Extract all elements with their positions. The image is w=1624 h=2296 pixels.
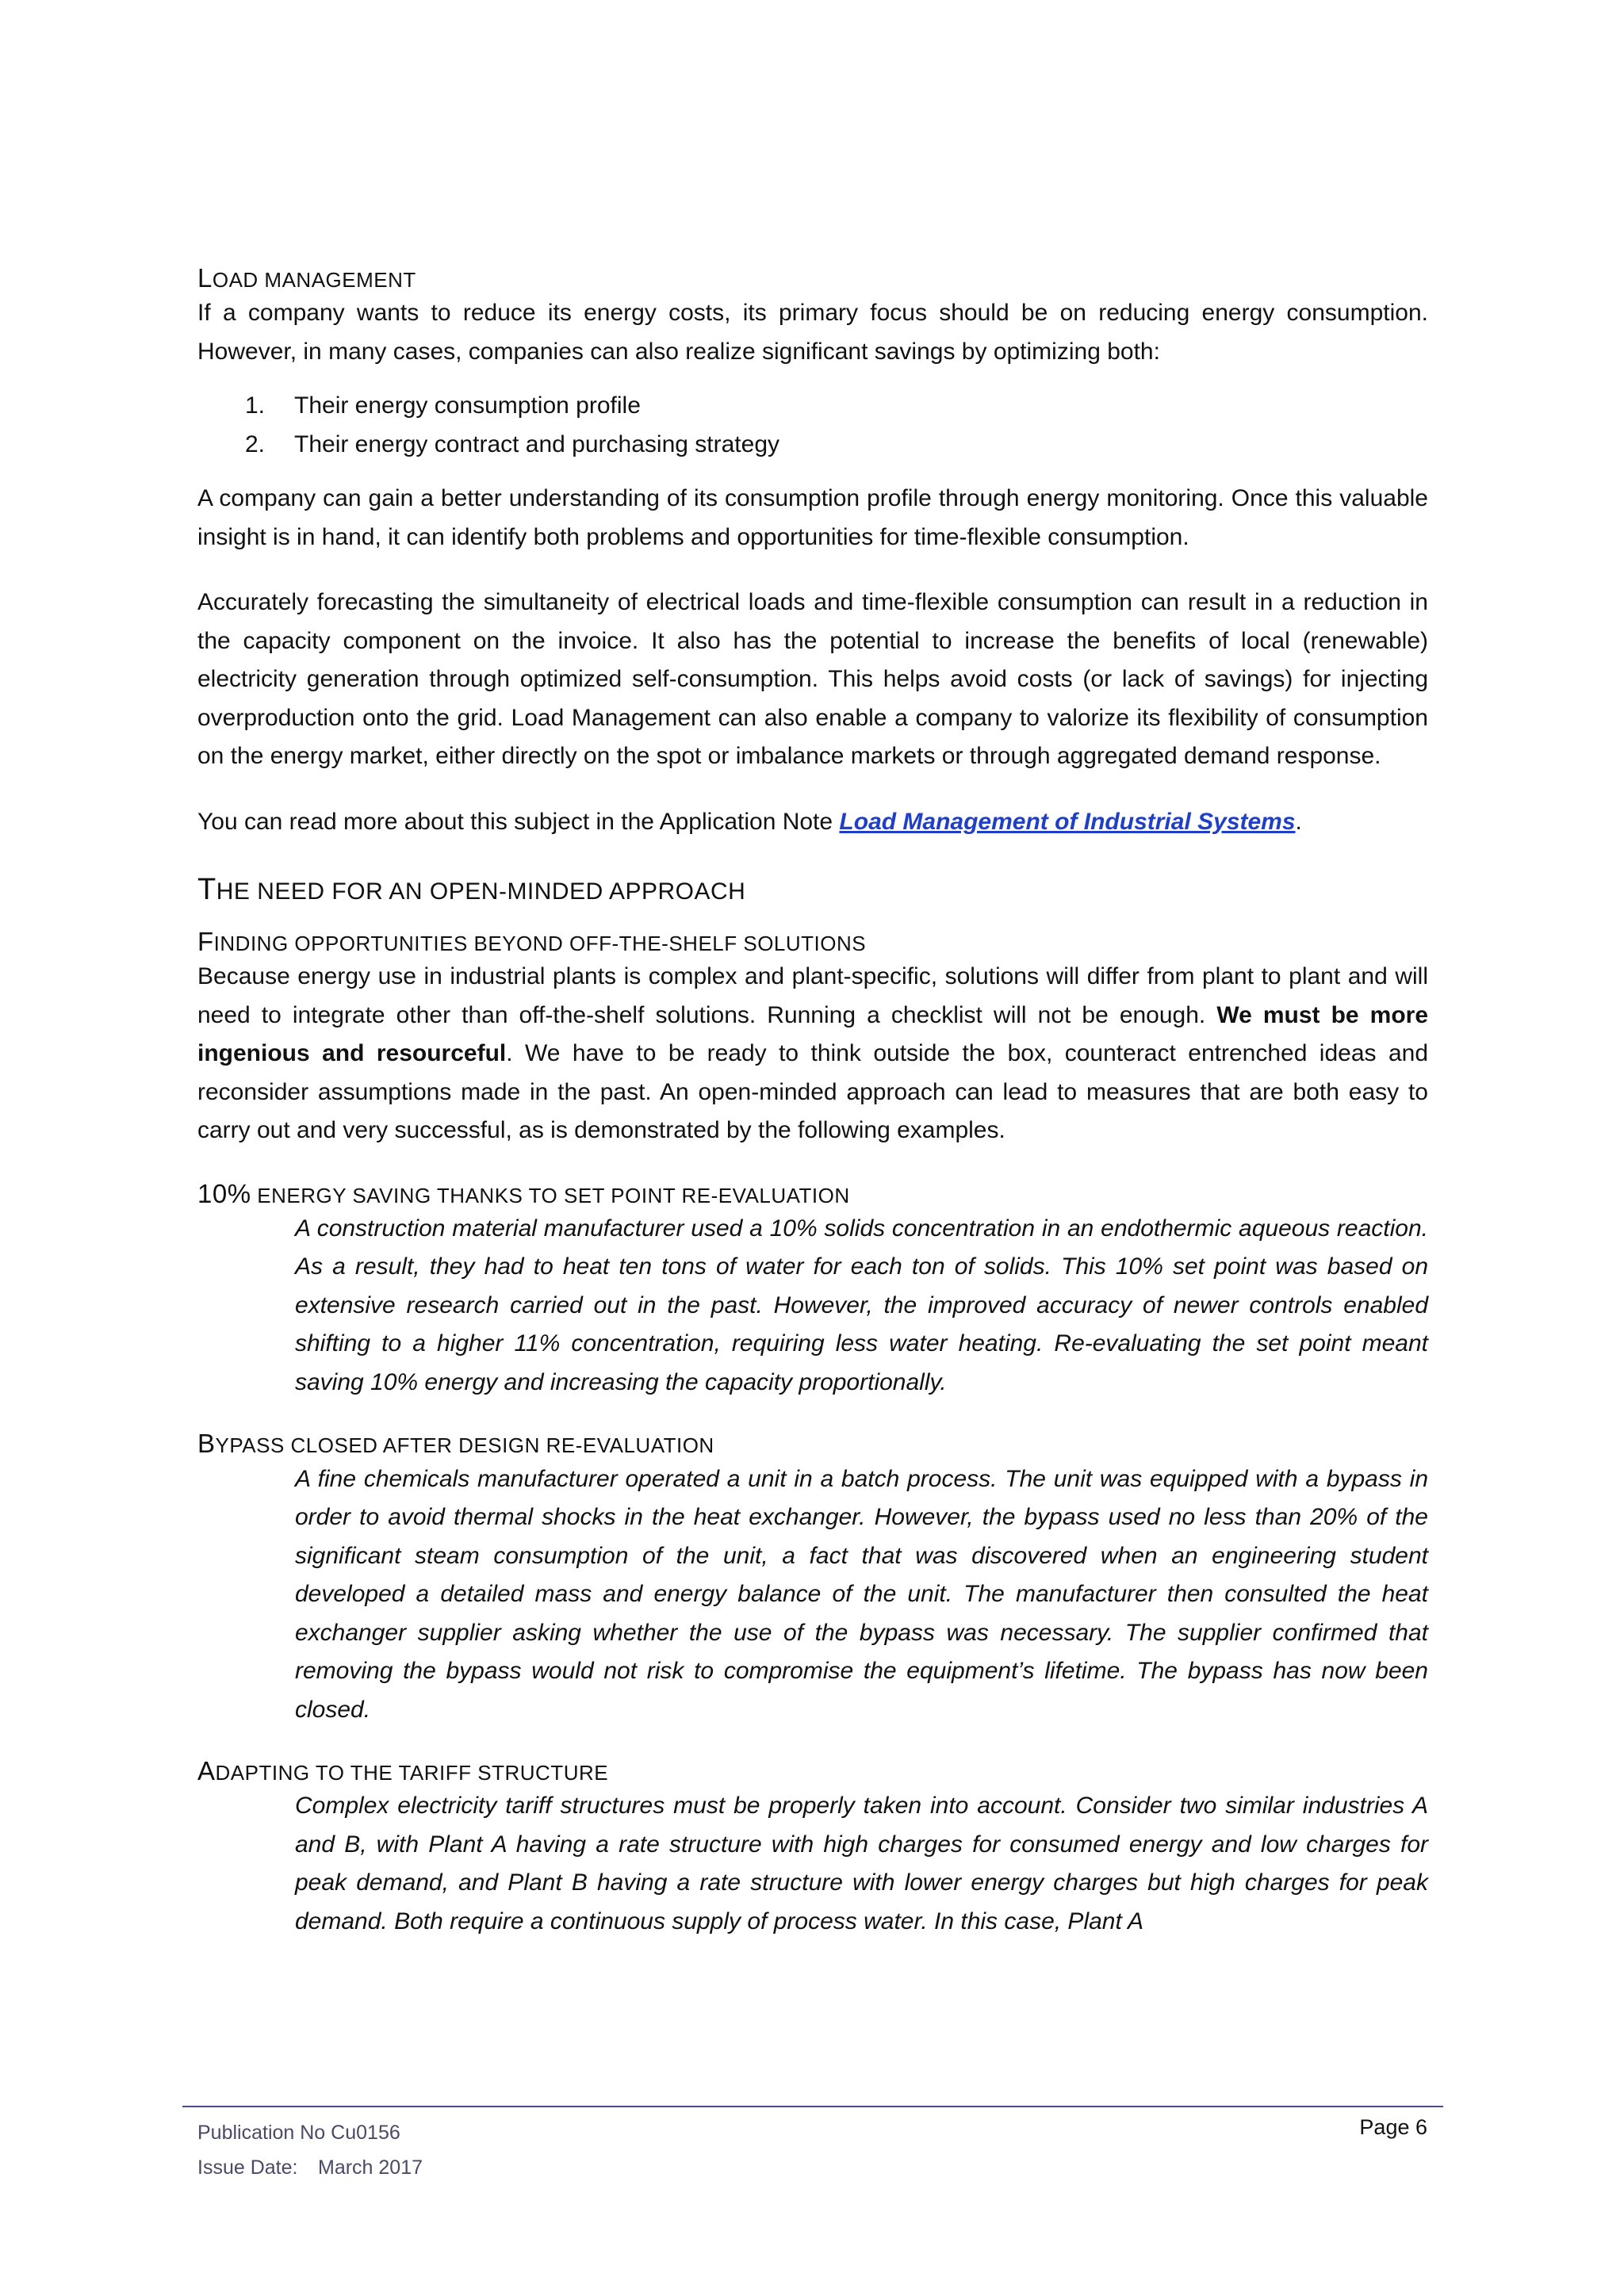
forecasting-paragraph: Accurately forecasting the simultaneity of electrical loads and time-flexible consumption can result in a reduction in the capacity component on the invoice. It also has the potential to increase the benefits of local (renewable) electricity generation through optimized self-consumption. This helps avoid costs (or lack of savings) for injecting overproduction onto the grid. Load Management can also enable a company to valorize its flexibility of consumption on the energy market, either directly on the spot or imbalance markets or through aggregated demand response.: [197, 589, 1428, 770]
example-heading-setpoint: 10% ENERGY SAVING THANKS TO SET POINT RE-EVALUATION: [197, 1178, 850, 1208]
page-number: Page 6: [1359, 2115, 1427, 2139]
example-setpoint-text: A construction material manufacturer used a 10% solids concentration in an endothermic aqueous reaction. As a result, they had to heat ten tons of water for each ton of solids. This 10% set point was based on extensive research carried out in the past. However, the improved accuracy of newer controls enabled shifting to a higher 11% concentration, requiring less water heating. Re-evaluating the set point meant saving 10% energy and increasing the capacity proportionally.: [295, 1215, 1428, 1395]
list-item: 2. Their energy contract and purchasing strategy: [245, 430, 779, 457]
publication-number: Publication No Cu0156: [197, 2122, 400, 2144]
finding-opportunities-heading: FINDING OPPORTUNITIES BEYOND OFF-THE-SHELF SOLUTIONS: [197, 926, 867, 956]
list-item: 1. Their energy consumption profile: [245, 392, 641, 419]
issue-date: Issue Date: March 2017: [197, 2156, 423, 2179]
footer-divider: [182, 2106, 1443, 2107]
footer-meta: [197, 2115, 423, 2185]
consumption-profile-paragraph: A company can gain a better understanding of its consumption profile through energy monitoring. Once this valuable insight is in hand, it can identify both problems and opportunities for time-flexible consumption.: [197, 485, 1428, 550]
open-minded-paragraph: Because energy use in industrial plants is complex and plant-specific, solutions will differ from plant to plant and will need to integrate other than off-the-shelf solutions. Running a checklist will not be enough. We must be more ingenious and resourceful. We have to be ready to think outside the box, counteract entrenched ideas and reconsider assumptions made in the past. An open-minded approach can lead to measures that are both easy to carry out and very successful, as is demonstrated by the following examples.: [197, 963, 1428, 1143]
application-note-link[interactable]: Load Management of Industrial Systems: [839, 808, 1296, 835]
example-tariff-text: Complex electricity tariff structures must be properly taken into account. Consider two similar industries A and B, with Plant A having a rate structure with high charges for consumed energy and low charges for peak demand, and Plant B having a rate structure with lower energy charges but high charges for peak demand. Both require a continuous supply of process water. In this case, Plant A: [295, 1793, 1428, 1934]
load-management-heading: LOAD MANAGEMENT: [197, 263, 416, 293]
optimization-list: [197, 387, 1428, 464]
example-bypass-text: A fine chemicals manufacturer operated a unit in a batch process. The unit was equipped with a bypass in order to avoid thermal shocks in the heat exchanger. However, the bypass used no less than 20% of the significant steam consumption of the unit, a fact that was discovered when an engineering student developed a detailed mass and energy balance of the unit. The manufacturer then consulted the heat exchanger supplier asking whether the use of the bypass was necessary. The supplier confirmed that removing the bypass would not risk to compromise the equipment’s lifetime. The bypass has now been closed.: [295, 1465, 1428, 1723]
page-content: [197, 262, 1428, 1965]
open-minded-heading: THE NEED FOR AN OPEN-MINDED APPROACH: [197, 873, 746, 907]
load-management-intro: If a company wants to reduce its energy costs, its primary focus should be on reducing energy consumption. However, in many cases, companies can also realize significant savings by optimizing both:: [197, 300, 1428, 365]
example-heading-tariff: ADAPTING TO THE TARIFF STRUCTURE: [197, 1756, 609, 1785]
read-more-paragraph: You can read more about this subject in the Application Note Load Management of Industrial Systems.: [197, 808, 1302, 835]
example-heading-bypass: BYPASS CLOSED AFTER DESIGN RE-EVALUATION: [197, 1429, 714, 1459]
